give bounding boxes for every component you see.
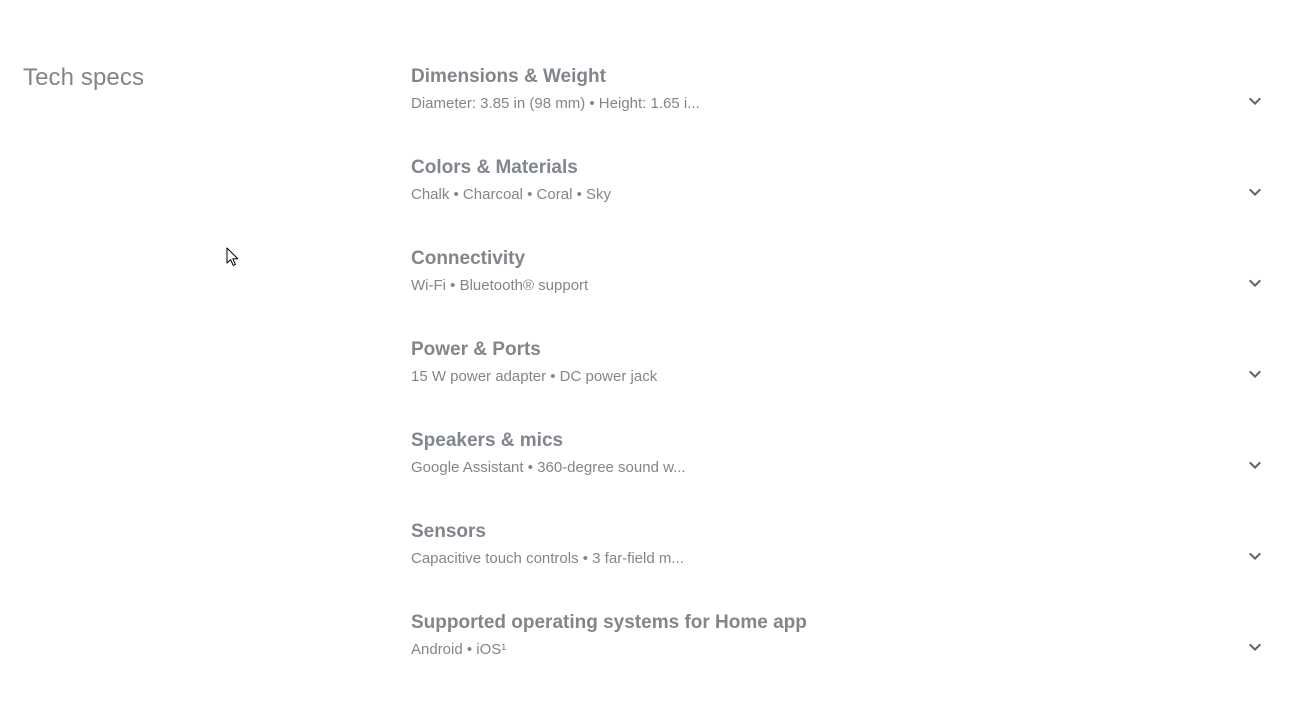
spec-summary: Google Assistant • 360-degree sound w... — [411, 459, 686, 476]
spec-heading: Dimensions & Weight — [411, 66, 606, 87]
spec-item-connectivity[interactable] — [411, 243, 1277, 334]
chevron-down-icon[interactable] — [1243, 544, 1267, 568]
spec-summary: Wi-Fi • Bluetooth® support — [411, 277, 589, 294]
spec-heading: Power & Ports — [411, 339, 541, 360]
spec-heading: Sensors — [411, 521, 486, 542]
section-title: Tech specs — [23, 64, 145, 91]
spec-summary: Chalk • Charcoal • Coral • Sky — [411, 186, 611, 203]
spec-item-speakers-mics[interactable] — [411, 425, 1277, 516]
spec-heading: Speakers & mics — [411, 430, 564, 451]
spec-item-sensors[interactable] — [411, 516, 1277, 607]
chevron-down-icon[interactable] — [1243, 362, 1267, 386]
spec-item-dimensions-weight[interactable] — [411, 61, 1277, 152]
chevron-down-icon[interactable] — [1243, 271, 1267, 295]
spec-list — [411, 61, 1277, 698]
spec-summary: Android • iOS¹ — [411, 641, 507, 658]
spec-summary: Diameter: 3.85 in (98 mm) • Height: 1.65 i... — [411, 95, 700, 112]
spec-heading: Supported operating systems for Home app — [411, 612, 807, 633]
spec-heading: Connectivity — [411, 248, 526, 269]
chevron-down-icon[interactable] — [1243, 635, 1267, 659]
spec-item-supported-os[interactable] — [411, 607, 1277, 698]
spec-item-power-ports[interactable] — [411, 334, 1277, 425]
spec-item-colors-materials[interactable] — [411, 152, 1277, 243]
chevron-down-icon[interactable] — [1243, 89, 1267, 113]
spec-summary: Capacitive touch controls • 3 far-field m... — [411, 550, 684, 567]
spec-summary: 15 W power adapter • DC power jack — [411, 368, 658, 385]
mouse-cursor-icon — [226, 247, 240, 267]
spec-heading: Colors & Materials — [411, 157, 578, 178]
chevron-down-icon[interactable] — [1243, 180, 1267, 204]
chevron-down-icon[interactable] — [1243, 453, 1267, 477]
